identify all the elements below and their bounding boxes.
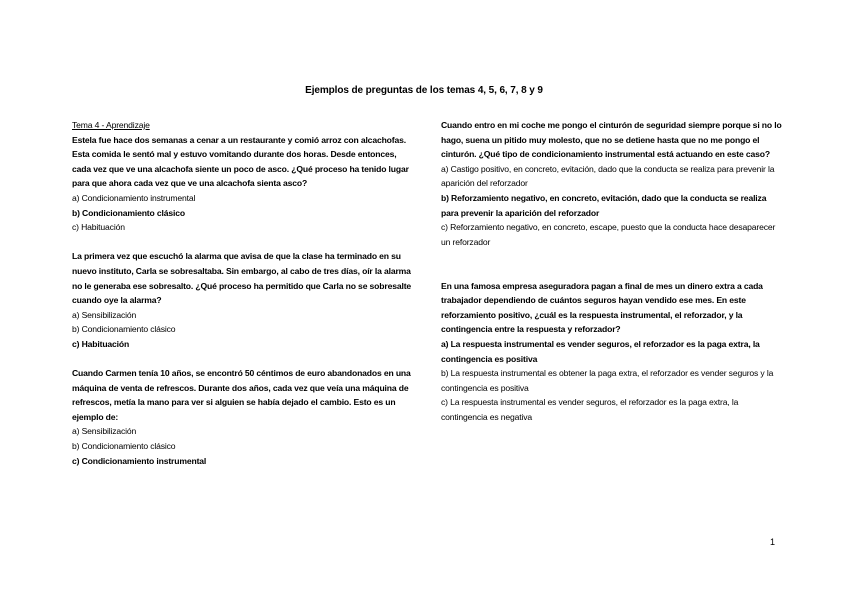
- option-b: b) Condicionamiento clásico: [72, 207, 185, 218]
- question-block: [72, 133, 417, 235]
- page-title: Ejemplos de preguntas de los temas 4, 5, 6, 7, 8 y 9: [305, 85, 543, 96]
- left-column: [72, 118, 417, 468]
- question-block: [441, 118, 786, 249]
- option-b: b) La respuesta instrumental es obtener la paga extra, el reforzador es vender seguros y la contingencia es positiva: [441, 368, 774, 393]
- page-number: 1: [770, 537, 776, 547]
- option-c: c) Reforzamiento negativo, en concreto, escape, puesto que la conducta hace desaparecer un reforzador: [441, 222, 776, 247]
- option-a: a) La respuesta instrumental es vender seguros, el reforzador es la paga extra, la contingencia es positiva: [441, 338, 760, 364]
- question-text: Cuando Carmen tenía 10 años, se encontró 50 céntimos de euro abandonados en una máquina de venta de refrescos. Durante dos años, cada vez que veía una máquina de refrescos, metía la mano para ver si alguien se había dejado el cambio. Esto es un ejemplo de:: [72, 368, 411, 422]
- section-heading: Tema 4 - Aprendizaje: [72, 120, 150, 130]
- option-a: a) Sensibilización: [72, 426, 137, 437]
- question-text: Estela fue hace dos semanas a cenar a un restaurante y comió arroz con alcachofas. Esta comida le sentó mal y estuvo vomitando durante dos horas. Desde entonces, cada vez que ve una alcachofa siente un poco de asco. ¿Qué proceso ha tenido lugar para que ahora cada vez que ve una alcachofa sienta asco?: [72, 134, 409, 189]
- option-b: b) Condicionamiento clásico: [72, 324, 176, 335]
- question-text: La primera vez que escuchó la alarma que avisa de que la clase ha terminado en su nuevo instituto, Carla se sobresaltaba. Sin embargo, al cabo de tres días, oír la alarma no le generaba ese sobresalto. ¿Qué proceso ha permitido que Carla no se sobresalte cuando oye la alarma?: [72, 251, 412, 306]
- right-column: [441, 118, 786, 424]
- option-b: b) Condicionamiento clásico: [72, 441, 176, 452]
- question-text: Cuando entro en mi coche me pongo el cinturón de seguridad siempre porque si no lo hago, suena un pitido muy molesto, que no se detiene hasta que no me pongo el cinturón. ¿Qué tipo de condicionamiento instrumental está actuando en este caso?: [441, 120, 782, 160]
- option-a: a) Condicionamiento instrumental: [72, 192, 196, 203]
- option-b: b) Reforzamiento negativo, en concreto, evitación, dado que la conducta se realiza para prevenir la aparición del reforzador: [441, 192, 767, 218]
- option-c: c) Habituación: [72, 338, 130, 349]
- option-c: c) Habituación: [72, 222, 125, 233]
- option-a: a) Castigo positivo, en concreto, evitación, dado que la conducta se realiza para prevenir la aparición del reforzador: [441, 163, 775, 189]
- question-block: [72, 366, 417, 468]
- option-c: c) La respuesta instrumental es vender seguros, el reforzador es la paga extra, la contingencia es negativa: [441, 397, 739, 422]
- question-block: [441, 279, 786, 425]
- option-a: a) Sensibilización: [72, 309, 137, 320]
- option-c: c) Condicionamiento instrumental: [72, 455, 207, 466]
- question-block: [72, 249, 417, 351]
- question-text: En una famosa empresa aseguradora pagan a final de mes un dinero extra a cada trabajador dependiendo de cuántos seguros hayan vendido ese mes. En este reforzamiento positivo, ¿cuál es la respuesta instrumental, el reforzador, y la contingencia entre la respuesta y reforzador?: [441, 280, 763, 335]
